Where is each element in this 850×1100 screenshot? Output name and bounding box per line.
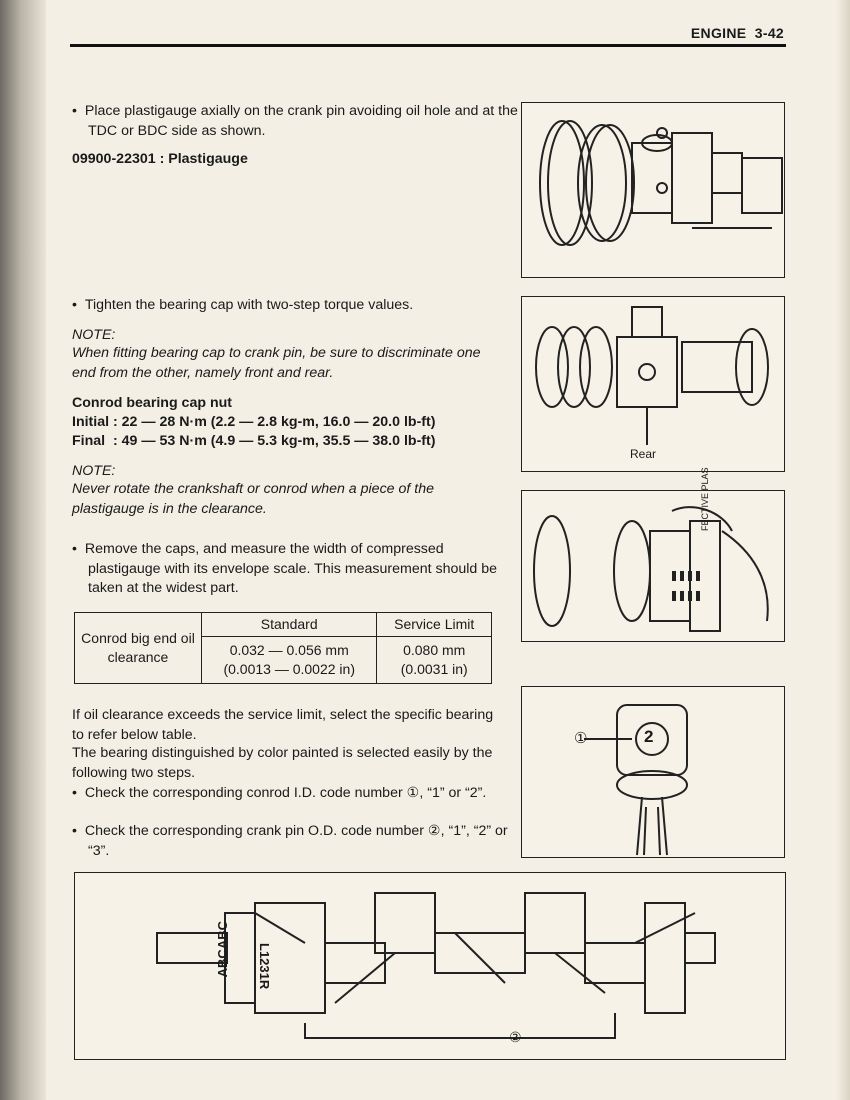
spec-standard-mm: 0.032 — 0.056 mm xyxy=(229,642,349,658)
book-binding-shadow xyxy=(0,0,46,1100)
note2-label: NOTE: xyxy=(72,463,116,479)
figure-callout-2: ② xyxy=(509,1029,522,1045)
step-tighten: • Tighten the bearing cap with two-step torque values. xyxy=(72,297,414,313)
figure-conrod-code-digit: 2 xyxy=(644,727,654,746)
spec-col-limit: Service Limit xyxy=(377,613,492,637)
crankshaft-illustration-1 xyxy=(522,103,784,277)
figure-scale-text: FECTIVE PLAS xyxy=(700,467,710,531)
spec-standard-value xyxy=(202,637,377,684)
spec-standard-in: (0.0013 — 0.0022 in) xyxy=(223,661,355,677)
header-page-number: 3-42 xyxy=(754,25,784,41)
step-check-crankpin: • Check the corresponding crank pin O.D. code number ②, “1”, “2” or “3”. xyxy=(72,823,508,859)
crankshaft-illustration-2 xyxy=(522,297,784,471)
note2-text: Never rotate the crankshaft or conrod when a piece of the plastigauge is in the clearance. xyxy=(72,481,434,517)
torque-title: Conrod bearing cap nut xyxy=(72,395,233,411)
figure-plastigauge-on-crank-pin xyxy=(521,102,785,278)
figure-callout-1: ① xyxy=(574,730,588,747)
spec-limit-value xyxy=(377,637,492,684)
crankshaft-full-illustration xyxy=(75,873,785,1059)
figure-rear-label: Rear xyxy=(630,447,657,461)
conrod-illustration xyxy=(522,687,784,857)
header-section: ENGINE xyxy=(690,25,747,41)
step-remove-caps: • Remove the caps, and measure the width of compressed plastigauge with its envelope scale. This measurement should be taken at the widest part. xyxy=(72,541,498,596)
spec-limit-mm: 0.080 mm xyxy=(403,642,466,658)
figure-crankpin-code-b: L1231R xyxy=(257,943,272,990)
page-header xyxy=(691,25,784,41)
figure-bearing-cap-fitted xyxy=(521,296,785,472)
figure-crankshaft-codes xyxy=(74,872,786,1060)
step-remove-caps-text: Remove the caps, and measure the width of compressed plastigauge with its envelope scale. This measurement should be taken at the widest part. xyxy=(84,541,498,596)
text-distinguished: The bearing distinguished by color painted is selected easily by the following two steps. xyxy=(72,745,493,781)
page-edge xyxy=(836,0,850,1100)
tool-number: 09900-22301 : Plastigauge xyxy=(72,151,248,167)
figure-conrod-code xyxy=(521,686,785,858)
note1-label: NOTE: xyxy=(72,327,116,343)
spec-col-standard: Standard xyxy=(202,613,377,637)
figure-measure-plastigauge xyxy=(521,467,785,642)
oil-clearance-spec-table xyxy=(74,612,492,684)
figure-crankpin-code-a: ABCABC xyxy=(215,921,230,978)
spec-limit-in: (0.0031 in) xyxy=(400,661,468,677)
step-check-crankpin-text: Check the corresponding crank pin O.D. code number ②, “1”, “2” or “3”. xyxy=(84,823,508,859)
measure-illustration xyxy=(522,491,784,641)
step-check-conrod: • Check the corresponding conrod I.D. code number ①, “1” or “2”. xyxy=(72,785,487,801)
spec-row-label: Conrod big end oil clearance xyxy=(75,613,202,684)
torque-initial: Initial : 22 — 28 N·m (2.2 — 2.8 kg-m, 16.0 — 20.0 lb-ft) xyxy=(72,414,436,430)
step-check-conrod-text: Check the corresponding conrod I.D. code number ①, “1” or “2”. xyxy=(84,785,487,801)
header-rule xyxy=(70,44,786,47)
step-tighten-text: Tighten the bearing cap with two-step torque values. xyxy=(84,297,414,313)
note1-text: When fitting bearing cap to crank pin, be sure to discriminate one end from the other, namely front and rear. xyxy=(72,345,481,381)
step-place-plastigauge-text: Place plastigauge axially on the crank pin avoiding oil hole and at the TDC or BDC side as shown. xyxy=(84,103,518,139)
torque-final: Final : 49 — 53 N·m (4.9 — 5.3 kg-m, 35.5 — 38.0 lb-ft) xyxy=(72,433,436,449)
text-exceeds: If oil clearance exceeds the service limit, select the specific bearing to refer below table. xyxy=(72,707,494,743)
step-place-plastigauge: • Place plastigauge axially on the crank pin avoiding oil hole and at the TDC or BDC side as shown. xyxy=(72,103,518,139)
